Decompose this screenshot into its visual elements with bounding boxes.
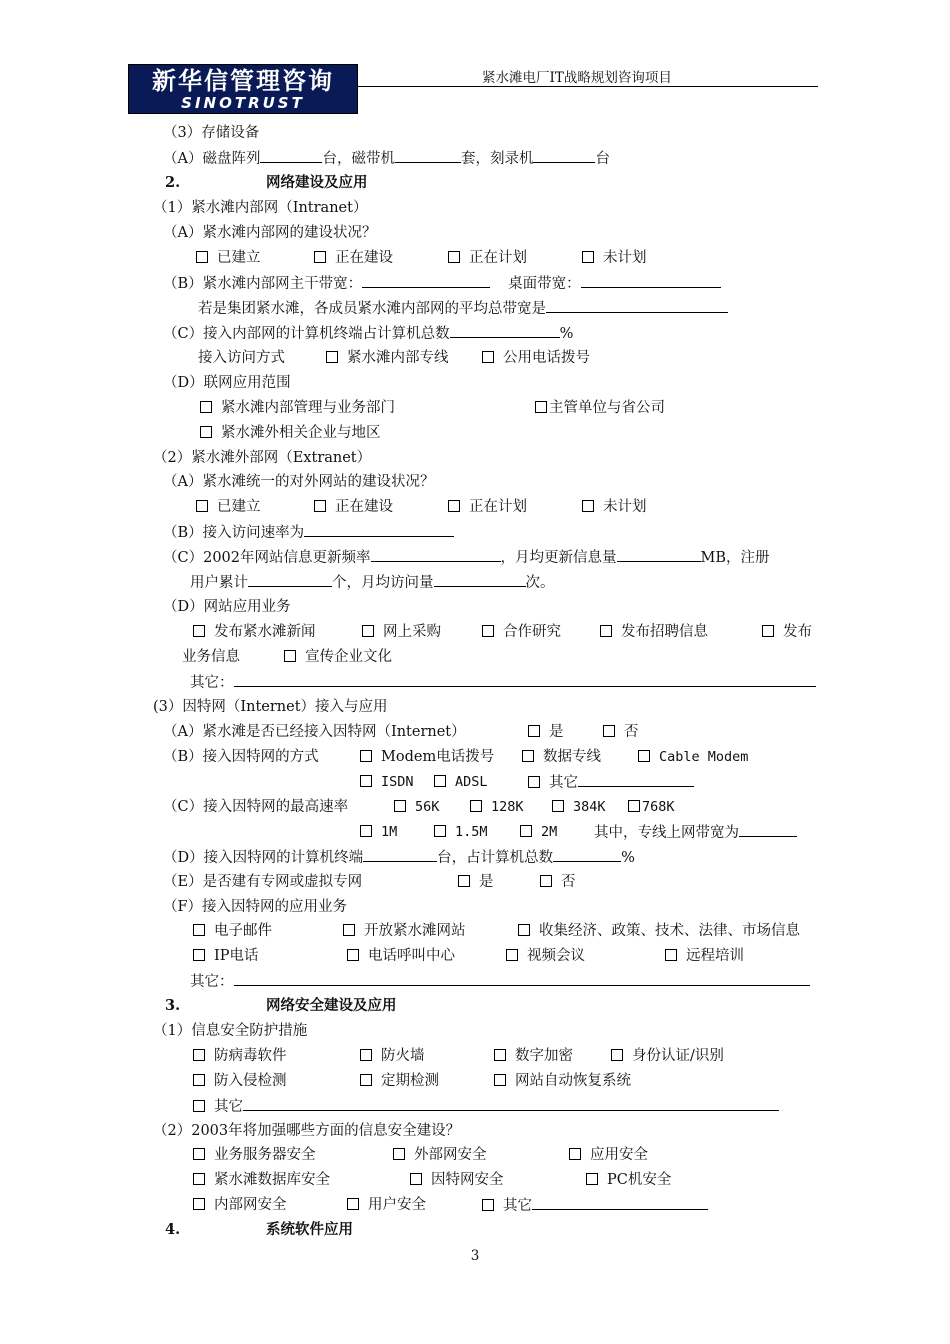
way-3[interactable]: ISDN (360, 772, 414, 792)
area-7[interactable]: 用户安全 (347, 1195, 426, 1215)
way-2[interactable]: Cable Modem (638, 747, 748, 767)
intranet-q-d: （D）联网应用范围 (163, 375, 291, 391)
extranet-heading: （2）紧水滩外部网（Extranet） (153, 450, 372, 466)
section-4-number: 4. (165, 1221, 181, 1238)
monthly-visits-blank[interactable] (434, 572, 526, 587)
group-bandwidth-blank[interactable] (546, 298, 728, 313)
measure-other-blank[interactable] (243, 1096, 779, 1111)
biz-0[interactable]: 发布紧水滩新闻 (193, 622, 316, 642)
scope-1[interactable]: 主管单位与省公司 (535, 398, 665, 418)
access-rate-blank[interactable] (304, 522, 454, 537)
biz-1[interactable]: 网上采购 (362, 622, 441, 642)
way-other-blank[interactable] (578, 772, 694, 787)
intranet-q-a: （A）紧水滩内部网的建设状况？ (163, 225, 377, 241)
burner-blank[interactable] (533, 148, 595, 163)
checkbox-icon (193, 625, 205, 637)
measure-1[interactable]: 防火墙 (360, 1046, 425, 1066)
checkbox-icon (458, 875, 470, 887)
internet-q-b: （B）接入因特网的方式 (163, 749, 319, 765)
logo-english-text: SINOTRUST (181, 94, 305, 112)
internet-terminal-blank[interactable] (363, 847, 437, 862)
area-0[interactable]: 业务服务器安全 (193, 1145, 316, 1165)
checkbox-icon (360, 750, 372, 762)
speed-3[interactable]: 768K (628, 797, 675, 817)
area-3[interactable]: 紧水滩数据库安全 (193, 1170, 330, 1190)
app-2[interactable]: 收集经济、政策、技术、法律、市场信息 (518, 921, 800, 941)
internet-q-c: （C）接入因特网的最高速率 (163, 799, 349, 815)
extranet-rate-line: （B）接入访问速率为 (163, 522, 454, 543)
header-project-title: 紧水滩电厂IT战略规划咨询项目 (482, 70, 672, 86)
checkbox-icon (200, 401, 212, 413)
access-method-label: 接入访问方式 (198, 350, 285, 366)
intranet-terminal-line: （C）接入内部网的计算机终端占计算机总数 % (163, 323, 573, 344)
biz-4[interactable]: 发布 (762, 622, 812, 642)
extranet-other-blank[interactable] (234, 672, 816, 687)
speed-6[interactable]: 2M (520, 822, 557, 842)
speed-2[interactable]: 384K (552, 797, 606, 817)
internet-percent-blank[interactable] (553, 847, 621, 862)
checkbox-icon (360, 775, 372, 787)
measure-5[interactable]: 定期检测 (360, 1071, 439, 1091)
checkbox-icon (448, 500, 460, 512)
section-3-number: 3. (165, 997, 181, 1014)
area-1[interactable]: 外部网安全 (393, 1145, 487, 1165)
checkbox-icon (393, 1148, 405, 1160)
update-frequency-blank[interactable] (371, 547, 501, 562)
access-opt-0[interactable]: 紧水滩内部专线 (326, 348, 449, 368)
internet-other-line: 其它： (190, 971, 810, 992)
measure-3[interactable]: 身份认证/识别 (611, 1046, 724, 1066)
checkbox-icon (540, 875, 552, 887)
checkbox-icon (665, 949, 677, 961)
intranet-heading: （1）紧水滩内部网（Intranet） (153, 200, 368, 216)
checkbox-icon (193, 949, 205, 961)
extranet-update-line: （C）2002年网站信息更新频率 ，月均更新信息量 MB，注册 (163, 547, 770, 568)
checkbox-icon (552, 800, 564, 812)
sinotrust-logo (128, 64, 358, 114)
extranet-status-3[interactable]: 未计划 (582, 497, 647, 517)
checkbox-icon (482, 625, 494, 637)
checkbox-icon (347, 1198, 359, 1210)
app-5[interactable]: 视频会议 (506, 946, 585, 966)
internet-other-blank[interactable] (234, 971, 810, 986)
extranet-users-line: 用户累计 个，月均访问量 次。 (190, 572, 555, 593)
checkbox-icon (196, 251, 208, 263)
internet-q-f: （F）接入因特网的应用业务 (163, 899, 348, 915)
checkbox-icon (394, 800, 406, 812)
extranet-q-a: （A）紧水滩统一的对外网站的建设状况？ (163, 474, 435, 490)
section-2-title: 网络建设及应用 (266, 174, 368, 191)
checkbox-icon (600, 625, 612, 637)
page-number: 3 (470, 1248, 480, 1264)
checkbox-icon (522, 750, 534, 762)
checkbox-icon (326, 351, 338, 363)
area-4[interactable]: 因特网安全 (410, 1170, 504, 1190)
speed-5[interactable]: 1.5M (434, 822, 488, 842)
checkbox-icon (343, 924, 355, 936)
internet-no[interactable]: 否 (603, 722, 639, 742)
checkbox-icon (582, 500, 594, 512)
checkbox-icon (410, 1173, 422, 1185)
intranet-status-1[interactable]: 正在建设 (314, 248, 393, 268)
area-8[interactable]: 其它 (482, 1195, 708, 1216)
checkbox-icon (196, 500, 208, 512)
internet-q-a: （A）紧水滩是否已经接入因特网（Internet） (163, 724, 466, 740)
section-2-number: 2. (165, 174, 181, 191)
checkbox-icon (762, 625, 774, 637)
measure-0[interactable]: 防病毒软件 (193, 1046, 287, 1066)
checkbox-icon (193, 1049, 205, 1061)
extranet-status-0[interactable]: 已建立 (196, 497, 261, 517)
area-6[interactable]: 内部网安全 (193, 1195, 287, 1215)
internet-heading: (3）因特网（Internet）接入与应用 (153, 699, 388, 715)
checkbox-icon (528, 725, 540, 737)
checkbox-icon (518, 924, 530, 936)
way-5[interactable]: 其它 (528, 772, 694, 793)
area-2[interactable]: 应用安全 (569, 1145, 648, 1165)
vpn-yes[interactable]: 是 (458, 872, 494, 892)
biz-2[interactable]: 合作研究 (482, 622, 561, 642)
checkbox-icon (494, 1049, 506, 1061)
way-0[interactable]: Modem电话拨号 (360, 747, 494, 767)
checkbox-icon (193, 1100, 205, 1112)
security-q2: （2）2003年将加强哪些方面的信息安全建设？ (153, 1123, 461, 1139)
checkbox-icon (448, 251, 460, 263)
dedicated-bandwidth-blank[interactable] (739, 822, 797, 837)
biz-3[interactable]: 发布招聘信息 (600, 622, 708, 642)
monthly-info-blank[interactable] (617, 547, 701, 562)
intranet-status-2[interactable]: 正在计划 (448, 248, 527, 268)
checkbox-icon (603, 725, 615, 737)
header-rule (358, 86, 818, 87)
checkbox-icon (638, 750, 650, 762)
checkbox-icon (193, 1074, 205, 1086)
app-6[interactable]: 远程培训 (665, 946, 744, 966)
checkbox-icon (528, 776, 540, 788)
measure-7[interactable]: 其它 (193, 1096, 779, 1117)
security-q1: （1）信息安全防护措施 (153, 1023, 308, 1039)
area-5[interactable]: PC机安全 (586, 1170, 671, 1190)
storage-line-a: （A）磁盘阵列 台，磁带机 套，刻录机 台 (163, 148, 610, 169)
checkbox-icon (193, 1198, 205, 1210)
logo-chinese-text: 新华信管理咨询 (152, 67, 334, 95)
group-bandwidth-line: 若是集团紧水滩，各成员紧水滩内部网的平均总带宽是 (198, 298, 728, 319)
terminal-percent-blank[interactable] (450, 323, 560, 338)
checkbox-icon (470, 800, 482, 812)
checkbox-icon (520, 825, 532, 837)
scope-0[interactable]: 紧水滩内部管理与业务部门 (200, 398, 395, 418)
checkbox-icon (535, 401, 547, 413)
checkbox-icon (314, 500, 326, 512)
checkbox-icon (200, 426, 212, 438)
intranet-status-0[interactable]: 已建立 (196, 248, 261, 268)
internet-terminal-line: （D）接入因特网的计算机终端 台，占计算机总数 % (163, 847, 635, 868)
scope-2[interactable]: 紧水滩外相关企业与地区 (200, 423, 381, 443)
desktop-bandwidth-blank[interactable] (581, 273, 721, 288)
extranet-q-d: （D）网站应用业务 (163, 599, 291, 615)
area-other-blank[interactable] (532, 1195, 708, 1210)
checkbox-icon (193, 1148, 205, 1160)
access-opt-1[interactable]: 公用电话拨号 (482, 348, 590, 368)
way-4[interactable]: ADSL (434, 772, 488, 792)
checkbox-icon (611, 1049, 623, 1061)
section-4-title: 系统软件应用 (266, 1221, 353, 1238)
internet-yes[interactable]: 是 (528, 722, 564, 742)
registered-users-blank[interactable] (248, 572, 332, 587)
vpn-no[interactable]: 否 (540, 872, 576, 892)
measure-2[interactable]: 数字加密 (494, 1046, 573, 1066)
checkbox-icon (347, 949, 359, 961)
section-3-title: 网络安全建设及应用 (266, 997, 397, 1014)
backbone-bandwidth-blank[interactable] (362, 273, 490, 288)
checkbox-icon (193, 924, 205, 936)
speed-1[interactable]: 128K (470, 797, 524, 817)
checkbox-icon (506, 949, 518, 961)
dedicated-bandwidth-line: 其中，专线上网带宽为 (594, 822, 797, 843)
internet-q-e: （E）是否建有专网或虚拟专网 (163, 874, 363, 890)
checkbox-icon (482, 1199, 494, 1211)
intranet-status-3[interactable]: 未计划 (582, 248, 647, 268)
checkbox-icon (314, 251, 326, 263)
checkbox-icon (360, 1074, 372, 1086)
biz-5[interactable]: 宣传企业文化 (284, 647, 392, 667)
tape-blank[interactable] (395, 148, 461, 163)
app-4[interactable]: 电话呼叫中心 (347, 946, 455, 966)
checkbox-icon (284, 650, 296, 662)
extranet-other-line: 其它： (190, 672, 816, 693)
app-1[interactable]: 开放紧水滩网站 (343, 921, 466, 941)
app-0[interactable]: 电子邮件 (193, 921, 272, 941)
app-3[interactable]: IP电话 (193, 946, 258, 966)
storage-heading: （3）存储设备 (163, 125, 260, 141)
intranet-bandwidth-line: （B）紧水滩内部网主干带宽： 桌面带宽： (163, 273, 721, 294)
checkbox-icon (434, 775, 446, 787)
checkbox-icon (362, 625, 374, 637)
disk-array-blank[interactable] (260, 148, 322, 163)
checkbox-icon (586, 1173, 598, 1185)
checkbox-icon (494, 1074, 506, 1086)
checkbox-icon (360, 1049, 372, 1061)
checkbox-icon (582, 251, 594, 263)
checkbox-icon (628, 800, 640, 812)
measure-6[interactable]: 网站自动恢复系统 (494, 1071, 631, 1091)
checkbox-icon (482, 351, 494, 363)
checkbox-icon (434, 825, 446, 837)
biz-4-cont: 业务信息 (182, 649, 240, 665)
speed-0[interactable]: 56K (394, 797, 439, 817)
extranet-status-1[interactable]: 正在建设 (314, 497, 393, 517)
extranet-status-2[interactable]: 正在计划 (448, 497, 527, 517)
checkbox-icon (193, 1173, 205, 1185)
checkbox-icon (360, 825, 372, 837)
way-1[interactable]: 数据专线 (522, 747, 601, 767)
speed-4[interactable]: 1M (360, 822, 397, 842)
checkbox-icon (569, 1148, 581, 1160)
measure-4[interactable]: 防入侵检测 (193, 1071, 287, 1091)
